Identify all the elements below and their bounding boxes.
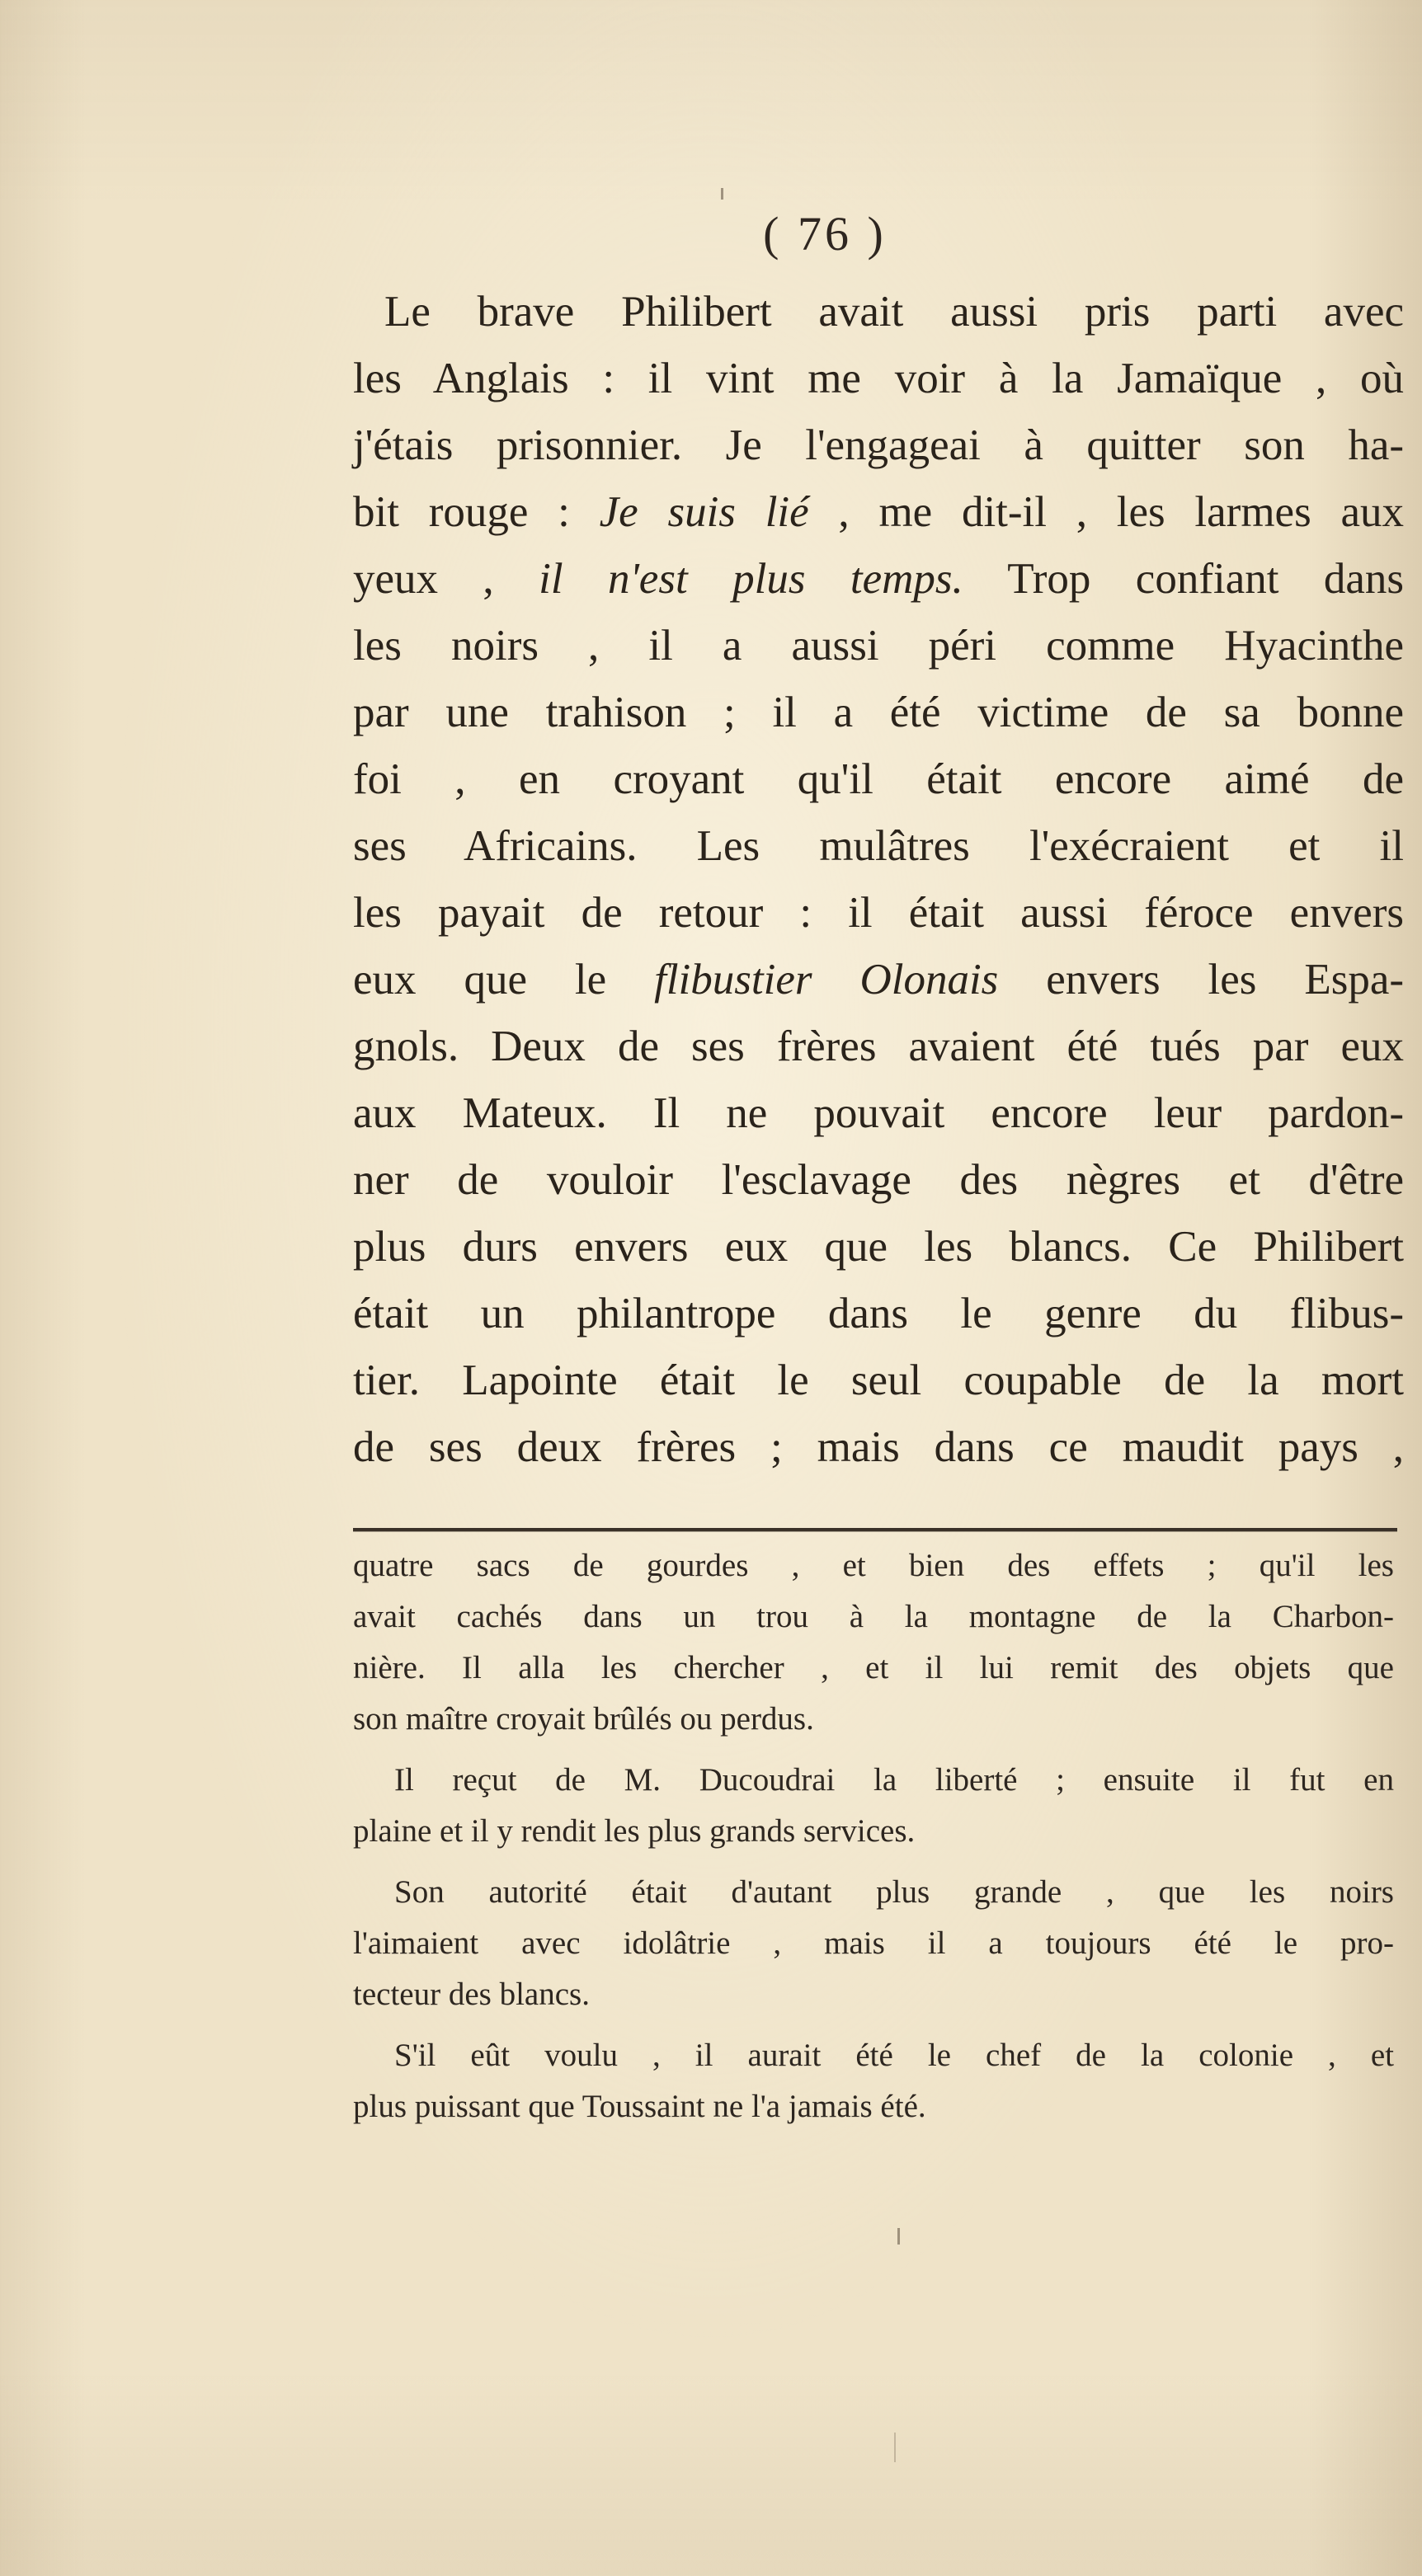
footnote-line: avait cachés dans un trou à la montagne de la Charbon- — [353, 1599, 1394, 1634]
text-segment: Trop confiant dans — [963, 555, 1405, 603]
footnote-line: S'il eût voulu , il aurait été le chef de la colonie , et — [394, 2038, 1394, 2073]
main-text — [353, 279, 1404, 1481]
italic-text: flibustier Olonais — [654, 956, 999, 1004]
paper-speck — [894, 2433, 896, 2462]
text-line: Le brave Philibert avait aussi pris parti avec — [384, 288, 1404, 336]
text-line: tier. Lapointe était le seul coupable de la mort — [353, 1356, 1404, 1404]
footnote-line: Il reçut de M. Ducoudrai la liberté ; ensuite il fut en — [394, 1762, 1394, 1798]
text-segment: yeux , — [353, 555, 539, 603]
footnotes — [353, 1540, 1394, 2132]
paper-speck — [721, 188, 723, 200]
text-line: ner de vouloir l'esclavage des nègres et d'être — [353, 1156, 1404, 1204]
italic-text: Je suis lié — [599, 488, 809, 536]
text-line: les payait de retour : il était aussi féroce envers — [353, 889, 1404, 937]
footnote-line: plus puissant que Toussaint ne l'a jamais été. — [353, 2089, 926, 2124]
text-line — [353, 546, 1404, 613]
text-segment: bit rouge : — [353, 488, 600, 536]
text-line: les Anglais : il vint me voir à la Jamaïque , où — [353, 355, 1404, 402]
text-line: j'étais prisonnier. Je l'engageai à quitter son ha- — [353, 421, 1404, 469]
footnote-line: Son autorité était d'autant plus grande , que les noirs — [394, 1874, 1394, 1910]
paper-speck — [897, 2228, 900, 2245]
footnote-line: tecteur des blancs. — [353, 1977, 590, 2012]
text-line: ses Africains. Les mulâtres l'exécraient et il — [353, 822, 1404, 870]
text-line — [353, 479, 1404, 546]
text-line: était un philantrope dans le genre du flibus- — [353, 1290, 1404, 1337]
footnote-line: l'aimaient avec idolâtrie , mais il a toujours été le pro- — [353, 1925, 1394, 1961]
text-line: gnols. Deux de ses frères avaient été tués par eux — [353, 1022, 1404, 1070]
footnote-line: plaine et il y rendit les plus grands services. — [353, 1813, 916, 1849]
text-line: foi , en croyant qu'il était encore aimé de — [353, 755, 1404, 803]
footnote-line: nière. Il alla les chercher , et il lui remit des objets que — [353, 1650, 1394, 1685]
text-segment: eux que le — [353, 956, 655, 1004]
paragraph-gap — [353, 1745, 1394, 1755]
text-line — [353, 947, 1404, 1013]
footnote-divider — [353, 1528, 1397, 1531]
text-segment: , me dit-il , les larmes aux — [808, 488, 1404, 536]
text-segment: envers les Espa- — [998, 956, 1404, 1004]
text-line: de ses deux frères ; mais dans ce maudit pays , — [353, 1423, 1404, 1471]
text-line: plus durs envers eux que les blancs. Ce Philibert — [353, 1223, 1404, 1271]
italic-text: il n'est plus temps. — [539, 555, 963, 603]
footnote-line: quatre sacs de gourdes , et bien des effets ; qu'il les — [353, 1548, 1394, 1583]
text-line: par une trahison ; il a été victime de sa bonne — [353, 689, 1404, 736]
text-line: les noirs , il a aussi péri comme Hyacinthe — [353, 622, 1404, 670]
footnote-line: son maître croyait brûlés ou perdus. — [353, 1701, 814, 1737]
page-number: ( 76 ) — [763, 207, 887, 261]
text-line: aux Mateux. Il ne pouvait encore leur pardon- — [353, 1089, 1404, 1137]
paragraph-gap — [353, 2020, 1394, 2030]
paragraph-gap — [353, 1857, 1394, 1867]
